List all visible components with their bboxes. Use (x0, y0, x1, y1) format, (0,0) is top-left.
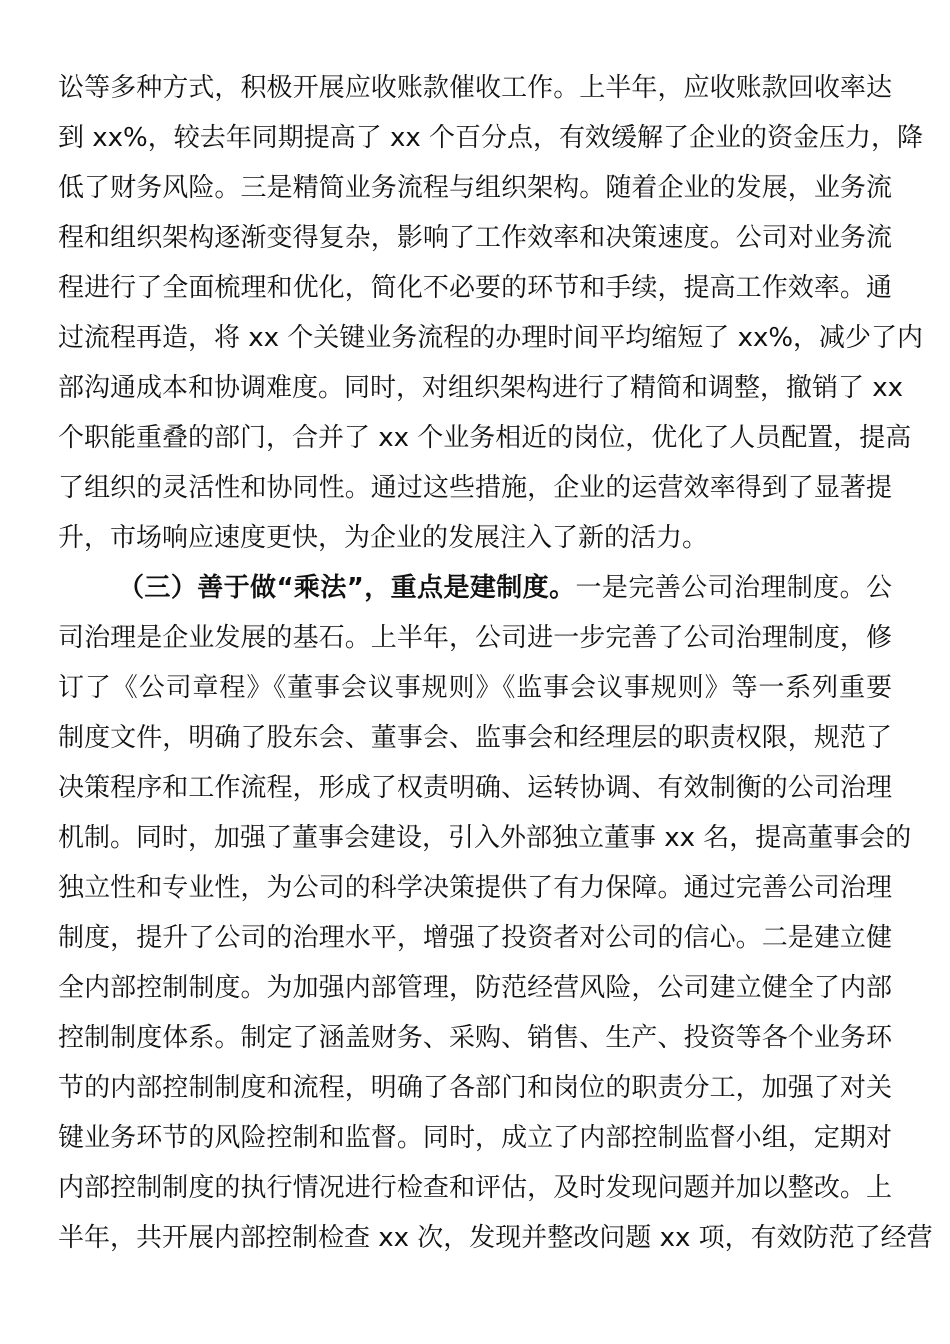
body-text-line: 节的内部控制制度和流程，明确了各部门和岗位的职责分工，加强了对关 (58, 1073, 892, 1103)
body-text-line: 升，市场响应速度更快，为企业的发展注入了新的活力。 (58, 523, 709, 553)
body-text-line: 到 xx%，较去年同期提高了 xx 个百分点，有效缓解了企业的资金压力，降 (58, 123, 924, 153)
body-text-line: 控制制度体系。制定了涵盖财务、采购、销售、生产、投资等各个业务环 (58, 1023, 892, 1053)
body-text-line: 制度，提升了公司的治理水平，增强了投资者对公司的信心。二是建立健 (58, 923, 892, 953)
body-text-line: 全内部控制制度。为加强内部管理，防范经营风险，公司建立健全了内部 (58, 973, 892, 1003)
body-text-line: 决策程序和工作流程，形成了权责明确、运转协调、有效制衡的公司治理 (58, 773, 892, 803)
body-text-line: 了组织的灵活性和协同性。通过这些措施，企业的运营效率得到了显著提 (58, 473, 892, 503)
body-text-line: 司治理是企业发展的基石。上半年，公司进一步完善了公司治理制度，修 (58, 623, 892, 653)
body-text-line: 机制。同时，加强了董事会建设，引入外部独立董事 xx 名，提高董事会的 (58, 823, 912, 853)
body-text-line: 过流程再造，将 xx 个关键业务流程的办理时间平均缩短了 xx%，减少了内 (58, 323, 924, 353)
body-text-line: 独立性和专业性，为公司的科学决策提供了有力保障。通过完善公司治理 (58, 873, 892, 903)
body-text-line: 程和组织架构逐渐变得复杂，影响了工作效率和决策速度。公司对业务流 (58, 223, 892, 253)
section-heading: （三）善于做“乘法”，重点是建制度。 (118, 573, 576, 603)
body-text-line: 个职能重叠的部门，合并了 xx 个业务相近的岗位，优化了人员配置，提高 (58, 423, 912, 453)
body-text-line: 半年，共开展内部控制检查 xx 次，发现并整改问题 xx 项，有效防范了经营 (58, 1223, 933, 1253)
body-text-line: 程进行了全面梳理和优化，简化不必要的环节和手续，提高工作效率。通 (58, 273, 892, 303)
body-text-line: 键业务环节的风险控制和监督。同时，成立了内部控制监督小组，定期对 (58, 1123, 892, 1153)
body-text-line: 内部控制制度的执行情况进行检查和评估，及时发现问题并加以整改。上 (58, 1173, 892, 1203)
section-intro-text: 一是完善公司治理制度。公 (575, 573, 892, 603)
body-text-line: 部沟通成本和协调难度。同时，对组织架构进行了精简和调整，撤销了 xx (58, 373, 904, 403)
section-heading-line (118, 566, 892, 610)
body-text-line: 低了财务风险。三是精简业务流程与组织架构。随着企业的发展，业务流 (58, 173, 892, 203)
body-text-line: 订了《公司章程》《董事会议事规则》《监事会议事规则》等一系列重要 (58, 673, 892, 703)
body-text-line: 讼等多种方式，积极开展应收账款催收工作。上半年，应收账款回收率达 (58, 73, 892, 103)
body-text-line: 制度文件，明确了股东会、董事会、监事会和经理层的职责权限，规范了 (58, 723, 892, 753)
